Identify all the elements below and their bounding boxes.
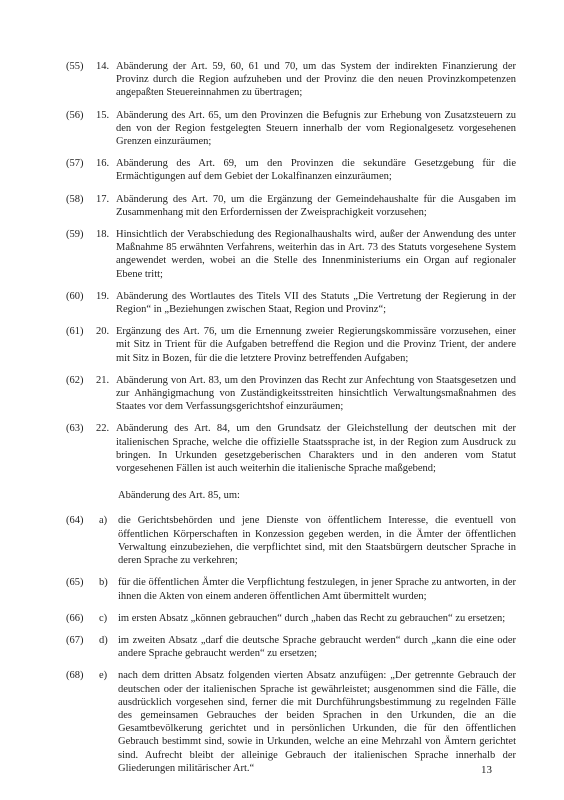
item-reference: (61) [66,326,84,338]
item-reference: (56) [66,109,84,121]
item-reference: (65) [66,577,84,589]
item-text: Abänderung der Art. 59, 60, 61 und 70, um das System der indirekten Finanzierung der Provinz durch die Region aufzuheben und der Provinz die den neuen Provinzkompetenzen angepaßten Steuereinnahmen zu übertragen; [116,61,516,99]
item-text: Abänderung des Art. 65, um den Provinzen die Befugnis zur Erhebung von Zusatzsteuern zu den von der Region festgelegten Steuern innerhalb der vom Regionalgesetz vorgesehenen Grenzen einzuräumen; [116,109,516,148]
list-item [0,422,564,475]
item-number: 21. [96,374,110,386]
list-item [0,60,564,100]
list-item [0,157,564,183]
item-text: für die öffentlichen Ämter die Verpflichtung festzulegen, in jener Sprache zu antworten, in der ihnen die Akten von einem anderen öffentlichen Amt übermittelt wurden; [118,577,516,602]
list-item [0,228,564,281]
list-item [0,109,564,149]
item-text: die Gerichtsbehörden und jene Dienste von öffentlichem Interesse, die eventuell von öffentlichen Körperschaften in Konzession gegeben werden, in die Ämter der öffentlichen Verwaltung einzubeziehen, die verpflichtet sind, mit den Staatsbürgern deutscher Sprache in deren Sprache zu verkehren; [118,515,516,567]
item-letter: d) [99,634,108,646]
item-text: Abänderung des Wortlautes des Titels VII des Statuts „Die Vertretung der Regierung in der Region“ in „Beziehungen zwischen Staat, Region und Provinz“; [116,290,516,316]
list-item [0,193,564,219]
item-text: Abänderung des Art. 69, um den Provinzen die sekundäre Gesetzgebung für die Ermächtigungen auf dem Gebiet der Lokalfinanzen einzuräumen; [116,158,516,183]
item-number: 20. [96,326,110,338]
item-reference: (58) [66,193,84,205]
list-item [0,514,564,567]
item-number: 16. [96,158,110,170]
item-number: 14. [96,61,110,72]
section-subheading: Abänderung des Art. 85, um: [118,490,240,502]
item-text: im ersten Absatz „können gebrauchen“ durch „haben das Recht zu gebrauchen“ zu ersetzen; [118,612,506,624]
item-text: Ergänzung des Art. 76, um die Ernennung zweier Regierungskommissäre vorzusehen, einer mit Sitz in Trient für die Aufgaben betreffend die Region und die Provinz Trient, der andere mit Sitz in Bozen, für die die letztere Provinz betreffenden Aufgaben; [116,326,516,364]
item-text: Abänderung des Art. 70, um die Ergänzung der Gemeindehaushalte für die Ausgaben im Zusammenhang mit den Erfordernissen der Zweisprachigkeit vorzusehen; [116,193,516,218]
item-number: 17. [96,193,110,205]
item-letter: c) [99,612,108,624]
list-item [0,325,564,365]
item-text: nach dem dritten Absatz folgenden vierten Absatz anzufügen: „Der getrennte Gebrauch der deutschen oder der italienischen Sprache ist gewährleistet; ausgenommen sind die Fälle, die ausdrücklich vorgesehen sind, ferner die mit Durchführungsbestimmung zu regelnden Fälle des gemeinsamen Gebrauches der beiden Sprachen in den Urkunden, die an die Gesamtbevölkerung gerichtet und in persönlichen Urkunden, die für den öffentlichen Gebrauch bestimmt sind, sowie in Urkunden, welche an eine Mehrzahl von Ämtern gerichtet sind. Aufrecht bleibt der alleinige Gebrauch der italienischen Sprache innerhalb der Gliederungen militärischer Art.“ [118,670,516,774]
item-text: Abänderung von Art. 83, um den Provinzen das Recht zur Anfechtung von Staatsgesetzen und zur Anhängigmachung von Zuständigkeitsstreiten hinsichtlich Verwaltungsmaßnahmen des Staates vor dem Verfassungsgerichtshof einzuräumen; [116,374,516,413]
item-letter: b) [99,577,108,589]
item-number: 15. [96,109,110,121]
item-number: 18. [96,229,110,241]
item-text: Abänderung des Art. 84, um den Grundsatz der Gleichstellung der deutschen mit der italienischen Sprache, welche die offizielle Staatssprache ist, in der Region zum Ausdruck zu bringen. In Urkunden gesetzgeberischen Charakters und in den anderen vom Statut vorgesehenen Fällen ist auch weiterhin die italienische Sprache maßgebend; [116,423,516,475]
measures-list [0,60,564,784]
list-item [0,374,564,414]
item-reference: (66) [66,612,84,624]
item-reference: (63) [66,423,84,435]
list-item [0,669,564,775]
item-number: 19. [96,290,110,302]
list-item [0,634,564,660]
item-reference: (68) [66,670,84,682]
item-reference: (62) [66,374,84,386]
item-number: 22. [96,423,110,435]
item-text: im zweiten Absatz „darf die deutsche Sprache gebraucht werden“ durch „kann die eine oder andere Sprache gebraucht werden“ zu ersetzen; [118,634,516,660]
item-letter: a) [99,515,108,527]
item-letter: e) [99,670,108,682]
item-reference: (55) [66,61,84,72]
list-item [0,290,564,316]
item-text: Hinsichtlich der Verabschiedung des Regionalhaushalts wird, außer der Anwendung des unter Maßnahme 85 erwähnten Verfahrens, weiterhin das in Art. 73 des Statuts vorgesehene System angewendet werden, wobei an die Stelle des Innenministeriums ein Organ auf regionaler Ebene tritt; [116,229,516,280]
item-reference: (64) [66,515,84,527]
list-item [0,612,564,625]
page-number: 13 [481,764,492,776]
item-reference: (60) [66,290,84,302]
item-reference: (59) [66,229,84,241]
item-reference: (57) [66,158,84,170]
list-item [0,576,564,602]
item-reference: (67) [66,634,84,646]
